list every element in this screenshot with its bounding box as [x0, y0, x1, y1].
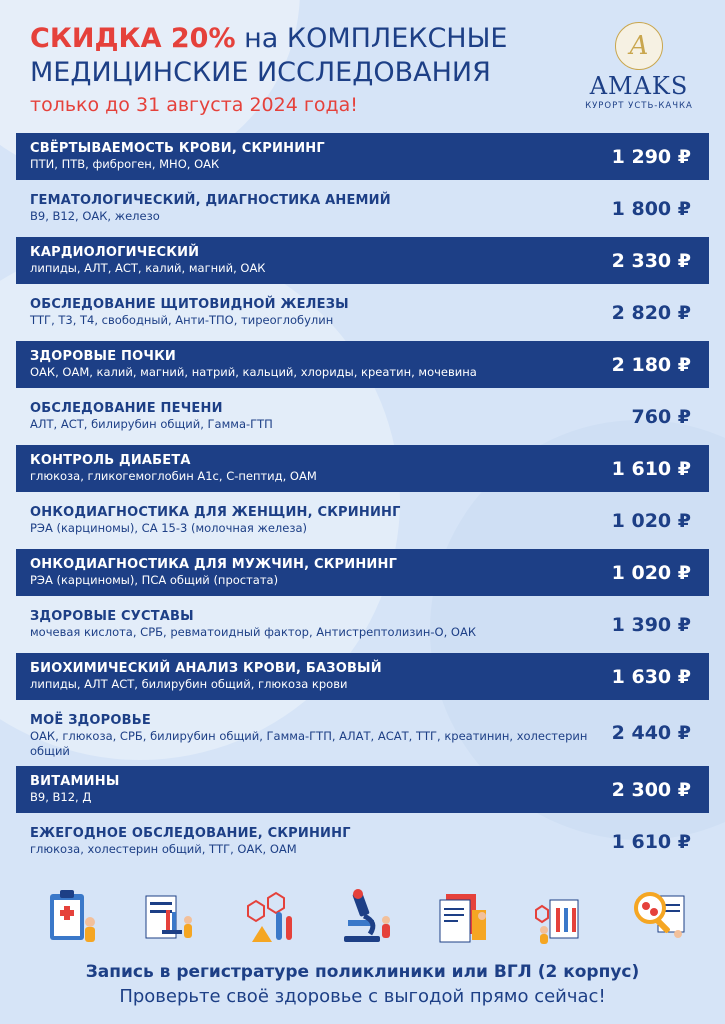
booking-info: Запись в регистратуре поликлиники или ВГЛ (2 корпус)	[85, 962, 640, 982]
test-price: 2 180 ₽	[611, 353, 691, 376]
magnifier-blood-cells-icon	[628, 886, 690, 948]
test-price: 760 ₽	[631, 405, 691, 428]
illustrations-row	[40, 878, 690, 948]
test-price: 2 820 ₽	[611, 301, 691, 324]
lab-analysis-icon	[530, 886, 592, 948]
test-title: ОБСЛЕДОВАНИЕ ЩИТОВИДНОЙ ЖЕЛЕЗЫ	[30, 297, 349, 312]
chemistry-molecules-icon	[236, 886, 298, 948]
test-description: ПТИ, ПТВ, фиброген, МНО, ОАК	[30, 157, 220, 171]
test-description: ОАК, глюкоза, СРБ, билирубин общий, Гамма-ГТП, АЛАТ, АСАТ, ТТГ, креатинин, холестерин общий	[30, 729, 588, 758]
test-description: глюкоза, гликогемоглобин А1с, С-пептид, ОАМ	[30, 469, 317, 483]
test-tubes-rack-icon	[138, 886, 200, 948]
test-title: ВИТАМИНЫ	[30, 774, 120, 789]
clipboard-doctor-icon	[40, 886, 102, 948]
test-title: ОБСЛЕДОВАНИЕ ПЕЧЕНИ	[30, 401, 223, 416]
test-description: липиды, АЛТ, АСТ, калий, магний, ОАК	[30, 261, 266, 275]
price-row	[16, 766, 709, 813]
test-title: ГЕМАТОЛОГИЧЕСКИЙ, ДИАГНОСТИКА АНЕМИЙ	[30, 193, 391, 208]
test-description: В9, В12, ОАК, железо	[30, 209, 160, 223]
test-description: липиды, АЛТ АСТ, билирубин общий, глюкоза крови	[30, 677, 348, 691]
test-price: 1 390 ₽	[611, 613, 691, 636]
price-row	[16, 601, 709, 648]
footer	[0, 960, 725, 1010]
price-row	[16, 393, 709, 440]
test-description: ТТГ, Т3, Т4, свободный, Анти-ТПО, тиреоглобулин	[30, 313, 334, 327]
test-title: КОНТРОЛЬ ДИАБЕТА	[30, 453, 191, 468]
test-description: ОАК, ОАМ, калий, магний, натрий, кальций, хлориды, креатин, мочевина	[30, 365, 477, 379]
test-description: В9, В12, Д	[30, 790, 92, 804]
price-row	[16, 497, 709, 544]
price-row	[16, 549, 709, 596]
test-title: ЗДОРОВЫЕ СУСТАВЫ	[30, 609, 194, 624]
test-title: ЕЖЕГОДНОЕ ОБСЛЕДОВАНИЕ, СКРИНИНГ	[30, 826, 351, 841]
discount-label: СКИДКА 20%	[30, 23, 236, 54]
test-description: РЭА (карциномы), СА 15-3 (молочная железа)	[30, 521, 308, 535]
test-title: СВЁРТЫВАЕМОСТЬ КРОВИ, СКРИНИНГ	[30, 141, 325, 156]
test-price: 2 300 ₽	[611, 778, 691, 801]
logo-emblem-icon	[615, 22, 663, 70]
price-row	[16, 133, 709, 180]
price-row	[16, 185, 709, 232]
test-description: глюкоза, холестерин общий, ТТГ, ОАК, ОАМ	[30, 842, 297, 856]
price-row	[16, 653, 709, 700]
test-price: 1 020 ₽	[611, 509, 691, 532]
amaks-logo	[580, 22, 698, 111]
price-row	[16, 445, 709, 492]
headline-rest: на КОМПЛЕКСНЫЕ	[244, 23, 508, 54]
medical-folders-icon	[432, 886, 494, 948]
logo-subtitle: КУРОРТ УСТЬ-КАЧКА	[585, 101, 693, 111]
test-price: 2 330 ₽	[611, 249, 691, 272]
test-title: ОНКОДИАГНОСТИКА ДЛЯ ЖЕНЩИН, СКРИНИНГ	[30, 505, 401, 520]
price-row	[16, 705, 709, 761]
test-price: 1 800 ₽	[611, 197, 691, 220]
header	[30, 22, 550, 118]
price-row	[16, 818, 709, 865]
price-list	[16, 133, 709, 870]
test-title: ЗДОРОВЫЕ ПОЧКИ	[30, 349, 176, 364]
headline-line1	[30, 22, 550, 56]
test-price: 1 610 ₽	[611, 457, 691, 480]
test-description: АЛТ, АСТ, билирубин общий, Гамма-ГТП	[30, 417, 273, 431]
test-title: БИОХИМИЧЕСКИЙ АНАЛИЗ КРОВИ, БАЗОВЫЙ	[30, 661, 382, 676]
test-title: КАРДИОЛОГИЧЕСКИЙ	[30, 245, 200, 260]
test-price: 2 440 ₽	[611, 722, 691, 744]
test-description: мочевая кислота, СРБ, ревматоидный фактор, Антистрептолизин-О, ОАК	[30, 625, 477, 639]
price-row	[16, 237, 709, 284]
test-price: 1 020 ₽	[611, 561, 691, 584]
test-price: 1 630 ₽	[611, 665, 691, 688]
test-title: МОЁ ЗДОРОВЬЕ	[30, 713, 151, 728]
headline-line2: МЕДИЦИНСКИЕ ИССЛЕДОВАНИЯ	[30, 57, 491, 88]
test-description: РЭА (карциномы), ПСА общий (простата)	[30, 573, 279, 587]
logo-emblem-letter: А	[629, 31, 649, 61]
logo-brand: AMAKS	[589, 72, 689, 100]
test-price: 1 290 ₽	[611, 145, 691, 168]
microscope-icon	[334, 886, 396, 948]
price-row	[16, 289, 709, 336]
test-price: 1 610 ₽	[611, 830, 691, 853]
price-row	[16, 341, 709, 388]
test-title: ОНКОДИАГНОСТИКА ДЛЯ МУЖЧИН, СКРИНИНГ	[30, 557, 398, 572]
deadline-text: только до 31 августа 2024 года!	[30, 94, 358, 116]
call-to-action: Проверьте своё здоровье с выгодой прямо сейчас!	[119, 986, 606, 1007]
